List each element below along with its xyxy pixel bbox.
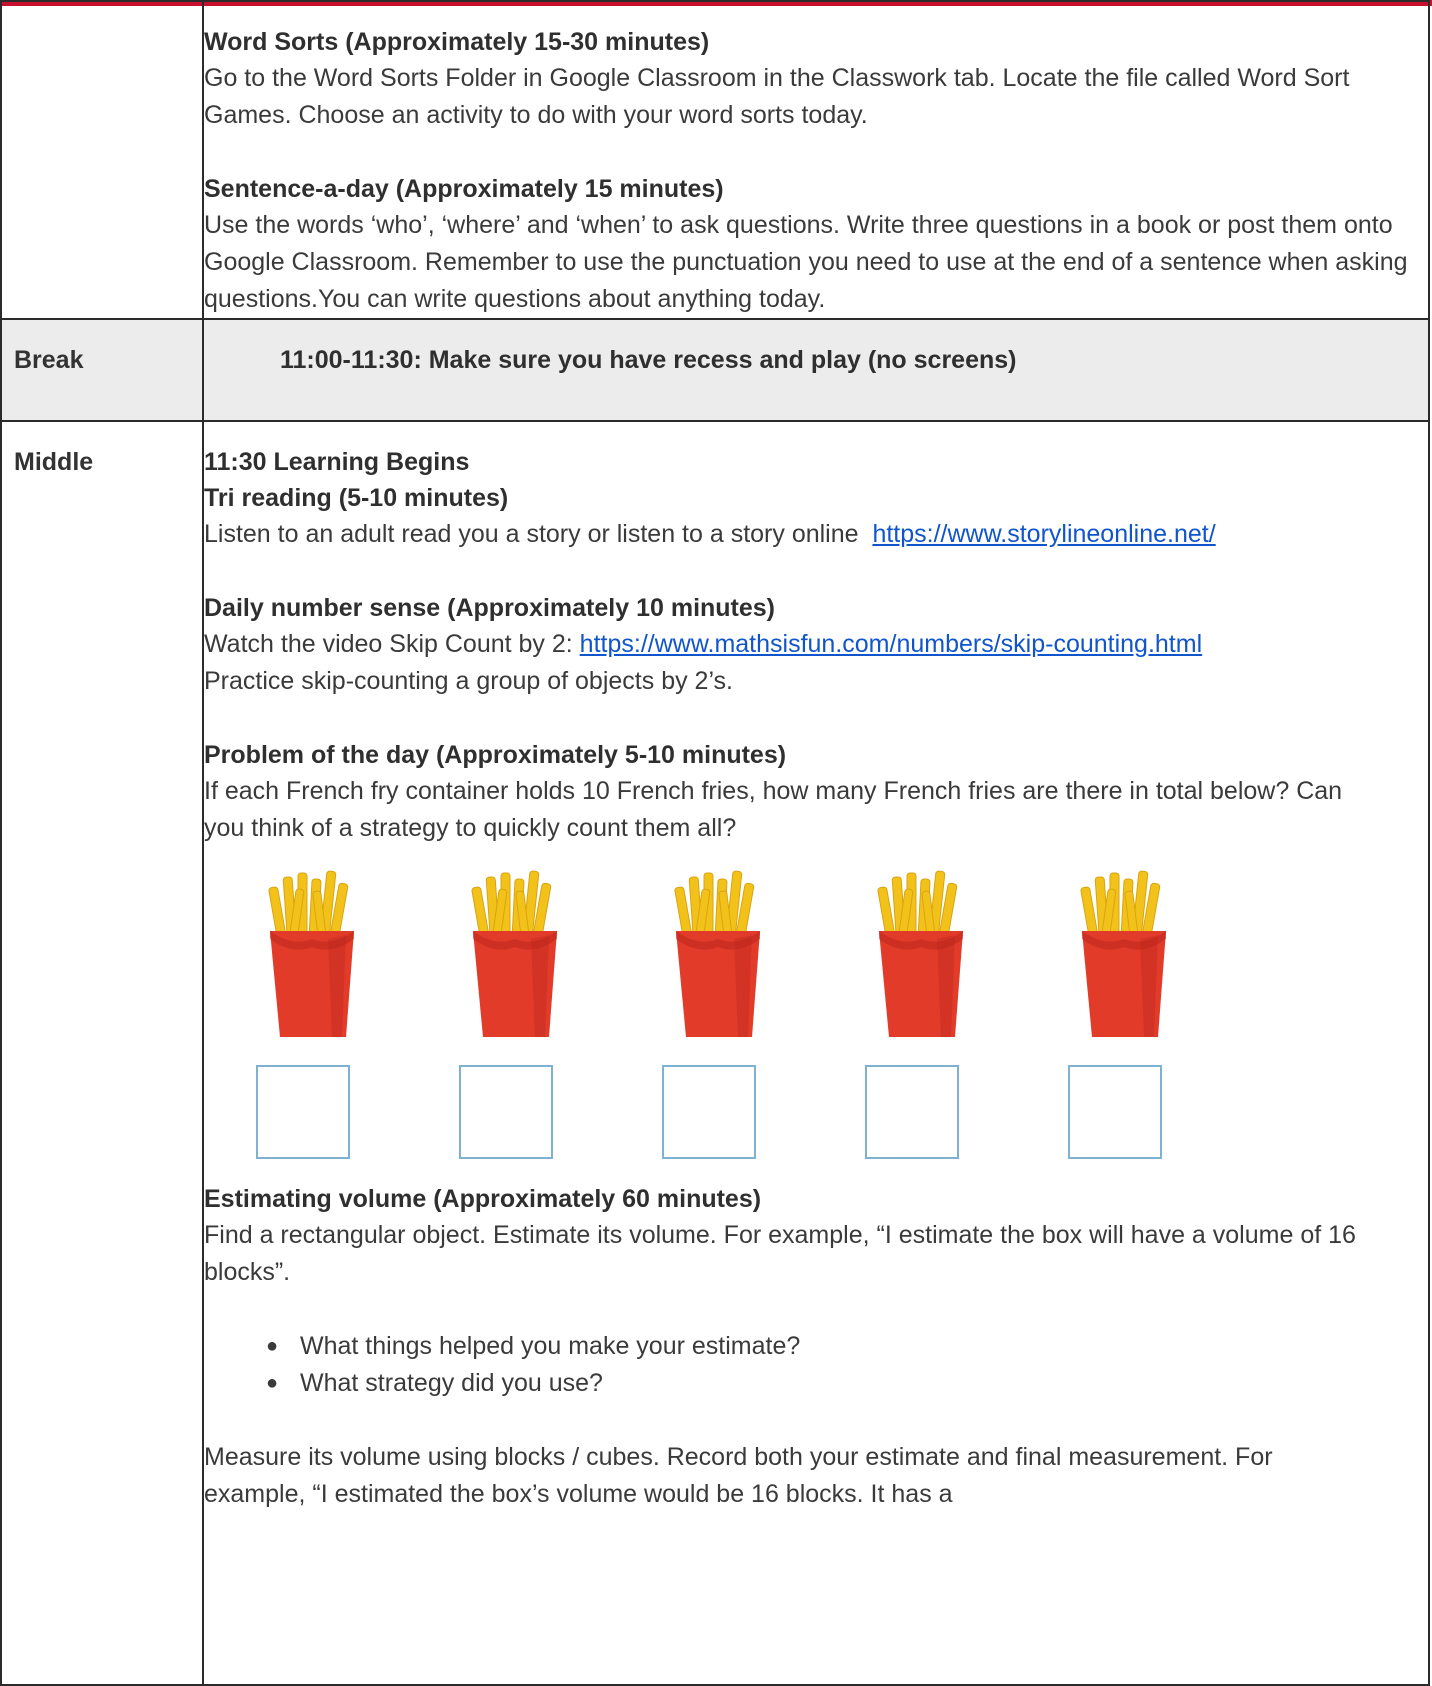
number-sense-sentence: Watch the video Skip Count by 2: <box>204 630 573 658</box>
break-text: 11:00-11:30: Make sure you have recess and play (no screens) <box>280 346 1017 374</box>
word-sorts-heading: Word Sorts (Approximately 15-30 minutes) <box>204 28 710 56</box>
table-row-break <box>1 319 1429 421</box>
row-label-middle: Middle <box>1 421 203 1685</box>
tri-reading-sentence: Listen to an adult read you a story or listen to a story online <box>204 520 859 548</box>
french-fries-icon <box>262 869 372 1039</box>
word-sorts-text: Go to the Word Sorts Folder in Google Classroom in the Classwork tab. Locate the file called Word Sort Games. Choose an activity to do with your word sorts today. <box>204 64 1350 129</box>
bullet-dot: ● <box>266 1372 279 1394</box>
row-content-middle <box>203 421 1429 1685</box>
french-fries-icon <box>668 869 778 1039</box>
problem-of-day-text: If each French fry container holds 10 French fries, how many French fries are there in total below? Can you think of a strategy to quickly count them all? <box>204 777 1343 842</box>
estimating-volume-text: Find a rectangular object. Estimate its volume. For example, “I estimate the box will have a volume of 16 blocks”. <box>204 1221 1356 1286</box>
list-item: ● What strategy did you use? <box>300 1365 1428 1402</box>
french-fries-icon <box>871 869 981 1039</box>
measure-volume-text: Measure its volume using blocks / cubes. Record both your estimate and final measurement. For example, “I estimated the box’s volume would be 16 blocks. It has a <box>204 1443 1273 1508</box>
number-sense-heading: Daily number sense (Approximately 10 minutes) <box>204 594 776 622</box>
bullet-dot: ● <box>266 1335 279 1357</box>
row-content-literacy <box>203 1 1429 319</box>
problem-of-day-heading: Problem of the day (Approximately 5-10 minutes) <box>204 741 787 769</box>
table-row-literacy <box>1 1 1429 319</box>
answer-box <box>459 1065 553 1159</box>
tri-reading-text <box>204 516 1428 553</box>
table-row-middle <box>1 421 1429 1685</box>
number-sense-text <box>204 626 1428 663</box>
french-fries-icon <box>465 869 575 1039</box>
sentence-a-day-heading: Sentence-a-day (Approximately 15 minutes) <box>204 175 724 203</box>
list-item: ● What things helped you make your estimate? <box>300 1328 1428 1365</box>
answer-box <box>1068 1065 1162 1159</box>
estimating-volume-heading: Estimating volume (Approximately 60 minutes) <box>204 1185 762 1213</box>
volume-questions-list <box>204 1328 1428 1402</box>
sentence-a-day-text: Use the words ‘who’, ‘where’ and ‘when’ to ask questions. Write three questions in a book or post them onto Google Classroom. Remember to use the punctuation you need to use at the end of a sentence when asking questions.You can write questions about anything today. <box>204 211 1408 313</box>
answer-box <box>662 1065 756 1159</box>
number-sense-practice-text: Practice skip-counting a group of objects by 2’s. <box>204 667 733 695</box>
row-label-break: Break <box>1 319 203 421</box>
mathsisfun-link[interactable]: https://www.mathsisfun.com/numbers/skip-counting.html <box>579 630 1203 658</box>
learning-begins-heading: 11:30 Learning Begins <box>204 448 470 476</box>
row-content-break <box>203 319 1429 421</box>
french-fries-icon <box>1074 869 1184 1039</box>
french-fries-image <box>224 869 1224 1169</box>
storyline-online-link[interactable]: https://www.storylineonline.net/ <box>872 520 1216 548</box>
row-label-empty <box>1 1 203 319</box>
answer-box <box>256 1065 350 1159</box>
answer-box <box>865 1065 959 1159</box>
tri-reading-heading: Tri reading (5-10 minutes) <box>204 484 509 512</box>
